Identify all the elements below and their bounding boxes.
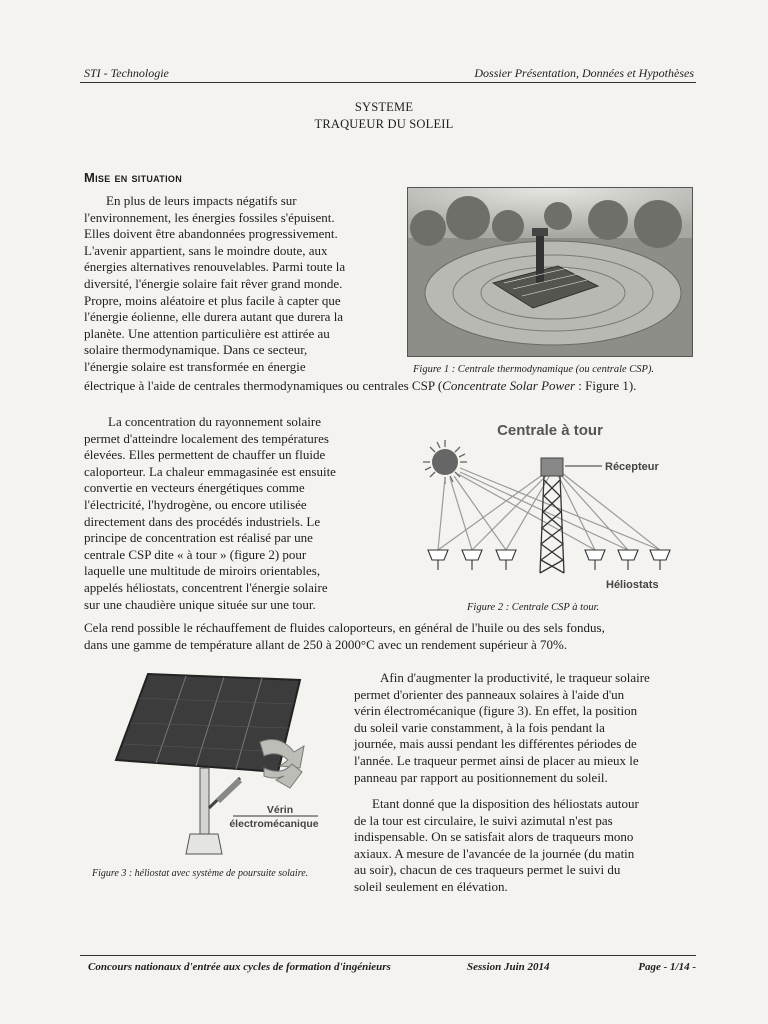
doc-title-line1: SYSTEME xyxy=(354,100,414,114)
header-right: Dossier Présentation, Données et Hypothèses xyxy=(474,66,694,80)
figure3-illustration xyxy=(108,668,344,864)
figure3-label-line1: Vérin xyxy=(266,804,294,816)
concentration-continuation xyxy=(84,620,696,653)
intro-line: solaire thermodynamique. Dans ce secteur, xyxy=(84,342,308,358)
intro-line: l'énergie solaire est transformée en énergie xyxy=(84,358,306,374)
concentration-line: convertie en vecteurs énergétiques comme xyxy=(84,480,305,496)
concentration-line: centrale CSP dite « à tour » (figure 2) pour xyxy=(84,546,307,562)
intro-line: l'environnement, les énergies fossiles s'épuisent. xyxy=(84,209,335,225)
figure3-caption: Figure 3 : héliostat avec système de poursuite solaire. xyxy=(92,868,309,879)
layout-line: de la tour est circulaire, le suivi azimutal n'est pas xyxy=(354,812,613,828)
figure1-caption: Figure 1 : Centrale thermodynamique (ou centrale CSP). xyxy=(413,364,655,375)
tracker-line: permet d'orienter des panneaux solaires à l'aide d'un xyxy=(354,686,625,702)
intro-line: planète. Une attention particulière est attirée au xyxy=(84,325,330,341)
header-rule xyxy=(80,82,696,83)
intro-line: Elles doivent être abandonnées progressivement. xyxy=(84,226,338,242)
concentration-line: permet d'atteindre localement des températures xyxy=(84,430,329,446)
tracker-paragraph xyxy=(354,670,694,786)
concentration-line: élevées. Elles permettent de chauffer un fluide xyxy=(84,447,326,463)
continuation-line: dans une gamme de température allant de 250 à 2000°C avec un rendement supérieur à 70%. xyxy=(84,636,568,652)
concentration-line: l'électricité, l'hydrogène, ou encore utilisée xyxy=(84,496,307,512)
doc-title-line2: TRAQUEUR DU SOLEIL xyxy=(314,117,454,131)
tracker-line: journée, mais aussi pendant les différentes périodes de xyxy=(354,736,637,752)
figure3-label-line2: électromécanique xyxy=(229,818,319,830)
intro-continuation-italic: Concentrate Solar Power xyxy=(442,378,576,393)
tracker-line: Afin d'augmenter la productivité, le traqueur solaire xyxy=(380,670,650,685)
layout-line: axiaux. A mesure de l'avancée de la journée (du matin xyxy=(354,845,635,861)
figure2-caption: Figure 2 : Centrale CSP à tour. xyxy=(467,602,600,613)
footer-rule xyxy=(80,955,696,956)
section-heading: Mise en situation xyxy=(84,170,182,185)
footer-left: Concours nationaux d'entrée aux cycles de formation d'ingénieurs xyxy=(88,961,391,973)
tracker-line: vérin électromécanique (figure 3). En effet, la position xyxy=(354,703,638,719)
intro-line: l'énergie éolienne, elle durera autant que durera la xyxy=(84,309,344,325)
concentration-line: principe de concentration est réalisé par une xyxy=(84,530,313,546)
heliostat-layout-paragraph xyxy=(354,796,694,896)
layout-line: Etant donné que la disposition des héliostats autour xyxy=(372,796,639,811)
intro-continuation xyxy=(84,378,696,395)
tracker-line: panneau par rapport au positionnement du soleil. xyxy=(354,769,608,785)
intro-line: Propre, moins aléatoire et plus facile à capter que xyxy=(84,292,341,308)
intro-line: En plus de leurs impacts négatifs sur xyxy=(106,193,297,208)
concentration-line: sur une chaudière unique située sur une tour. xyxy=(84,596,316,612)
receiver-label: Récepteur xyxy=(605,461,659,473)
header-left: STI - Technologie xyxy=(84,66,169,80)
sun-icon xyxy=(423,440,467,484)
concentration-line: caloporteur. La chaleur emmagasinée est ensuite xyxy=(84,463,336,479)
footer-right: Page - 1/14 - xyxy=(638,961,696,973)
intro-continuation-text: électrique à l'aide de centrales thermodynamiques ou centrales CSP ( xyxy=(84,378,443,393)
footer-center: Session Juin 2014 xyxy=(467,961,550,973)
concentration-line: appelés héliostats, concentrent l'énergie solaire xyxy=(84,579,328,595)
heliostats-label: Héliostats xyxy=(606,579,659,591)
continuation-line: Cela rend possible le réchauffement de fluides caloporteurs, en général de l'huile ou des sels fondus, xyxy=(84,620,605,635)
intro-line: énergies alternatives renouvelables. Parmi toute la xyxy=(84,259,346,275)
intro-paragraph xyxy=(84,193,394,376)
figure1-photo xyxy=(407,187,693,357)
layout-line: au soir), chacun de ces traqueurs permet le suivi du xyxy=(354,862,621,878)
concentration-paragraph xyxy=(84,414,382,613)
layout-line: indispensable. On se satisfait alors de traqueurs mono xyxy=(354,829,634,845)
concentration-line: directement dans des procédés industriels. Le xyxy=(84,513,321,529)
figure2-title: Centrale à tour xyxy=(497,422,603,439)
layout-line: soleil seulement en élévation. xyxy=(354,878,508,894)
intro-line: diversité, l'énergie solaire fait rêver grand monde. xyxy=(84,275,343,291)
concentration-line: La concentration du rayonnement solaire xyxy=(108,414,321,429)
intro-line: L'avenir appartient, sans le moindre doute, aux xyxy=(84,242,328,258)
tracker-line: l'année. Le traqueur permet ainsi de placer au mieux le xyxy=(354,752,639,768)
intro-continuation-end: : Figure 1). xyxy=(575,378,637,393)
tracker-line: du soleil varie constamment, à la fois pendant la xyxy=(354,719,605,735)
concentration-line: laquelle une multitude de miroirs orientables, xyxy=(84,563,321,579)
figure2-diagram xyxy=(410,418,700,600)
